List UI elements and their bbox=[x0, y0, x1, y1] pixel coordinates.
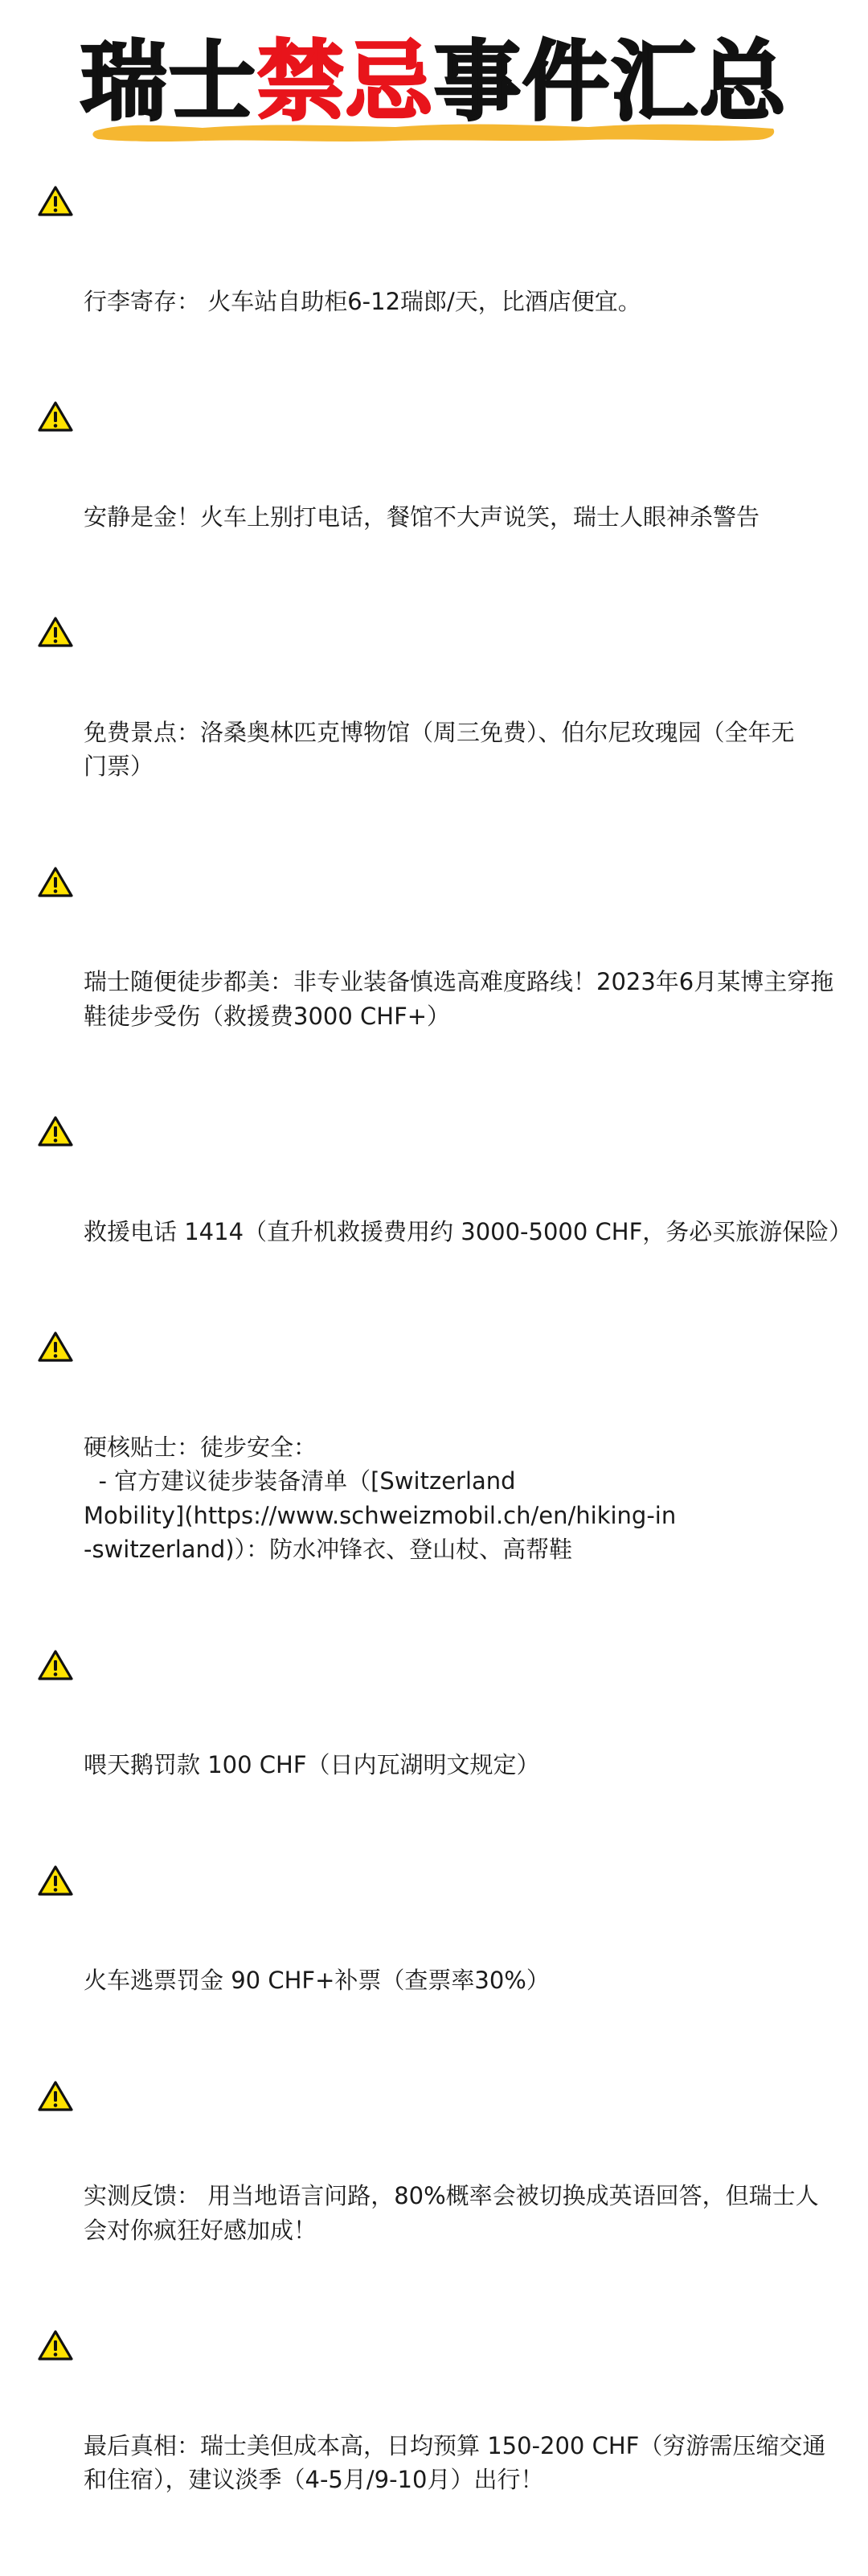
item-text: 最后真相：瑞士美但成本高，日均预算 150-200 CHF（穷游需压缩交通 和住宿），建议淡季（4-5月/9-10月）出行！ bbox=[84, 2431, 826, 2493]
tips-list bbox=[35, 182, 863, 2576]
warning-triangle-icon bbox=[37, 2329, 74, 2361]
warning-triangle-icon bbox=[37, 1331, 74, 1363]
item-text: 实测反馈： 用当地语言问路，80%概率会被切换成英语回答，但瑞士人 会对你疯狂好感加成！ bbox=[84, 2182, 819, 2244]
list-item bbox=[35, 613, 863, 852]
item-text: 安静是金！火车上别打电话，餐馆不大声说笑，瑞士人眼神杀警告 bbox=[84, 502, 760, 531]
title-part-3: 事件汇总 bbox=[434, 32, 788, 133]
item-text: 喂天鹅罚款 100 CHF（日内瓦湖明文规定） bbox=[84, 1751, 540, 1778]
warning-triangle-icon bbox=[37, 400, 74, 433]
warning-triangle-icon bbox=[37, 2080, 74, 2112]
item-text: 行李寄存： 火车站自助柜6-12瑞郎/天，比酒店便宜。 bbox=[84, 287, 641, 315]
warning-triangle-icon bbox=[37, 185, 74, 217]
list-item bbox=[35, 2326, 863, 2566]
page-title bbox=[0, 31, 868, 135]
list-item bbox=[35, 1112, 863, 1317]
item-text: 火车逃票罚金 90 CHF+补票（查票率30%） bbox=[84, 1967, 550, 1994]
list-item bbox=[35, 2077, 863, 2316]
list-item bbox=[35, 397, 863, 602]
item-text: 瑞士随便徒步都美：非专业装备慎选高难度路线！2023年6月某博主穿拖 鞋徒步受伤（救援费3000 CHF+） bbox=[84, 968, 834, 1030]
warning-triangle-icon bbox=[37, 1115, 74, 1147]
list-item bbox=[35, 1327, 863, 1635]
list-item bbox=[35, 863, 863, 1102]
warning-triangle-icon bbox=[37, 1649, 74, 1681]
title-part-1: 瑞士 bbox=[80, 32, 257, 133]
item-text: 救援电话 1414（直升机救援费用约 3000-5000 CHF，务必买旅游保险） bbox=[84, 1217, 853, 1245]
warning-triangle-icon bbox=[37, 866, 74, 898]
warning-triangle-icon bbox=[37, 616, 74, 648]
title-part-highlight: 禁忌 bbox=[256, 32, 434, 133]
title-area bbox=[0, 31, 868, 151]
list-item bbox=[35, 1861, 863, 2066]
item-text: 免费景点：洛桑奥林匹克博物馆（周三免费）、伯尔尼玫瑰园（全年无 门票） bbox=[84, 718, 795, 780]
item-text: 硬核贴士：徒步安全： - 官方建议徒步装备清单（[Switzerland Mobility](https://www.schweizmobil.ch/en/hiking-in -switzerland)）：防水冲锋衣、登山杖、高帮鞋 bbox=[84, 1433, 677, 1563]
warning-triangle-icon bbox=[37, 1864, 74, 1897]
list-item bbox=[35, 1646, 863, 1851]
list-item bbox=[35, 182, 863, 387]
